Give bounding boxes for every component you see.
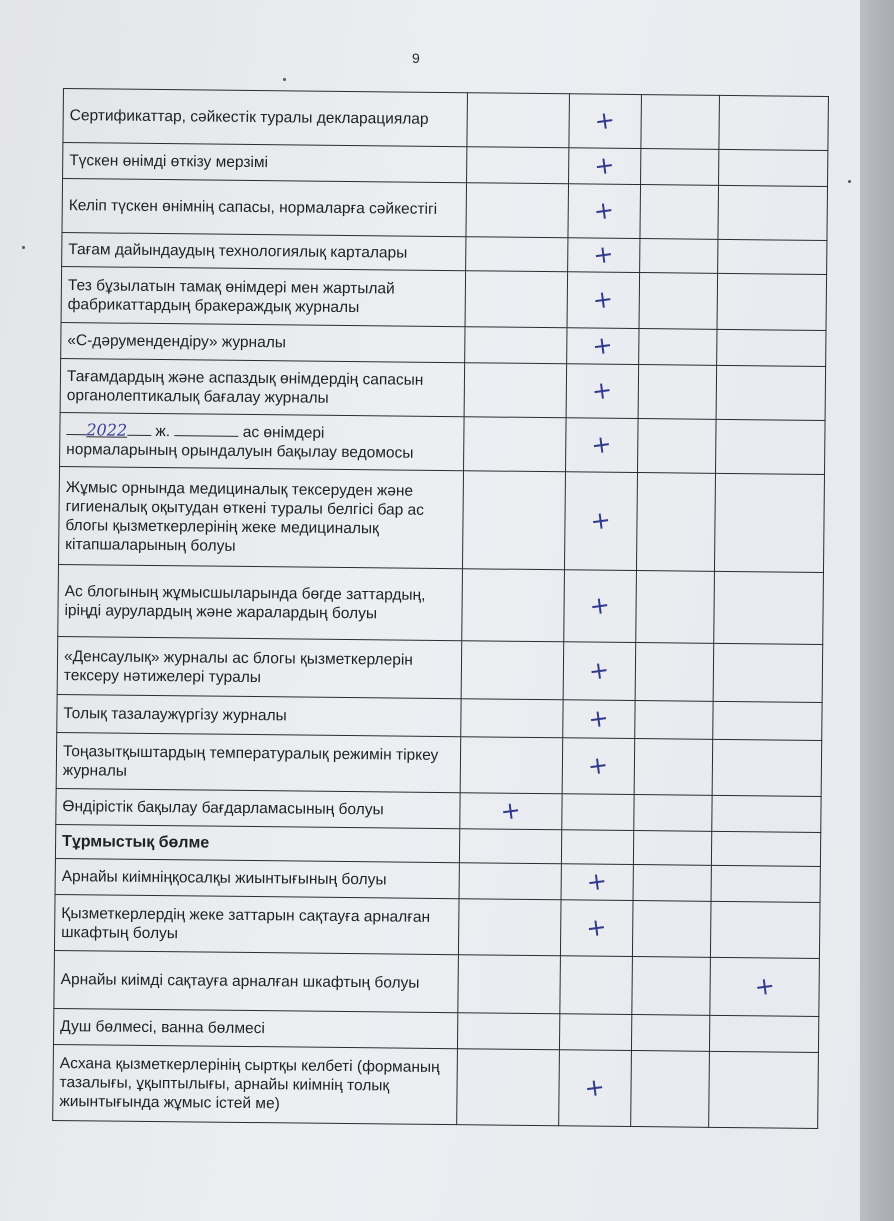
mark-cell-1 <box>467 147 569 184</box>
mark-cell-4 <box>718 185 828 240</box>
mark-cell-2 <box>569 148 641 185</box>
mark-cell-1 <box>466 237 568 272</box>
mark-cell-3 <box>640 239 718 274</box>
mark-cell-1 <box>465 271 568 328</box>
paper-speck <box>283 78 286 81</box>
mark-cell-1 <box>462 569 565 642</box>
mark-cell-1 <box>467 93 570 148</box>
mark-cell-2 <box>566 418 639 473</box>
mark-cell-4 <box>710 957 820 1016</box>
mark-cell-3 <box>633 831 711 866</box>
row-label: Тағамдардың және аспаздық өнімдердің сапасын органолептикалық бағалау журналы <box>60 358 465 416</box>
mark-cell-1 <box>461 641 564 700</box>
check-mark: + <box>586 750 611 781</box>
paper-speck <box>848 180 851 183</box>
row-label: «С-дәрумендендіру» журналы <box>61 322 465 362</box>
mark-cell-2 <box>568 238 640 273</box>
page-number: 9 <box>412 50 420 66</box>
row-label: Ас блогының жұмысшыларында бөгде заттардың, іріңді аурулардың және жаралардың болуы <box>58 564 463 640</box>
mark-cell-2 <box>566 364 639 419</box>
mark-cell-3 <box>636 473 715 572</box>
mark-cell-4 <box>710 901 820 958</box>
mark-cell-2 <box>560 956 633 1015</box>
check-mark: + <box>591 330 615 361</box>
mark-cell-3 <box>632 901 711 958</box>
checklist-table-body <box>53 89 829 1129</box>
mark-cell-3 <box>635 701 713 740</box>
row-label: Түскен өнімді өткізу мерзімі <box>63 143 467 183</box>
table-row <box>61 266 827 330</box>
mark-cell-4 <box>709 1051 819 1128</box>
mark-cell-1 <box>459 863 561 900</box>
check-mark: + <box>583 1072 607 1103</box>
mark-cell-2 <box>561 830 633 865</box>
mark-cell-3 <box>634 795 712 832</box>
row-label: Сертификаттар, сәйкестік туралы декларациялар <box>63 89 468 147</box>
mark-cell-4 <box>713 701 822 740</box>
mark-cell-4 <box>719 149 828 186</box>
mark-cell-3 <box>641 149 719 186</box>
mark-cell-3 <box>641 95 720 150</box>
mark-cell-2 <box>561 864 633 901</box>
mark-cell-3 <box>631 1051 710 1128</box>
mark-cell-3 <box>639 273 718 330</box>
mark-cell-2 <box>563 700 635 739</box>
check-mark: + <box>584 912 609 943</box>
row-label: Қызметкерлердің жеке заттарын сақтауға арналған шкафтың болуы <box>54 894 459 954</box>
mark-cell-3 <box>633 865 711 902</box>
check-mark: + <box>589 505 613 536</box>
check-mark: + <box>752 971 777 1002</box>
mark-cell-3 <box>638 419 717 474</box>
check-mark: + <box>592 195 617 226</box>
mark-cell-2 <box>559 1050 632 1127</box>
mark-cell-2 <box>560 900 633 957</box>
label-part: ас өнімдері <box>242 423 325 442</box>
mark-cell-1 <box>464 417 567 472</box>
label-part: ж. <box>155 422 171 441</box>
mark-cell-1 <box>457 1049 560 1126</box>
mark-cell-4 <box>714 473 824 572</box>
checklist-table <box>52 88 829 1129</box>
mark-cell-4 <box>716 365 826 420</box>
row-label: Өндірістік бақылау бағдарламасының болуы <box>56 788 460 828</box>
table-row <box>62 179 828 241</box>
mark-cell-1 <box>461 699 563 738</box>
row-label: Келіп түскен өнімнің сапасы, нормаларға сәйкестігі <box>62 179 467 237</box>
check-mark: + <box>585 866 609 897</box>
mark-cell-1 <box>460 737 563 794</box>
check-mark: + <box>590 429 614 460</box>
check-mark: + <box>593 105 617 136</box>
mark-cell-2 <box>563 642 636 701</box>
mark-cell-3 <box>638 365 717 420</box>
mark-cell-2 <box>568 184 641 239</box>
table-row <box>63 89 829 151</box>
check-mark: + <box>591 284 616 315</box>
row-label: Тез бұзылатын тамақ өнімдері мен жартылай фабрикаттардың бракераждық журналы <box>61 266 466 326</box>
table-row <box>54 950 820 1016</box>
mark-cell-1 <box>459 829 561 864</box>
mark-cell-4 <box>717 273 827 330</box>
mark-cell-2 <box>569 94 642 149</box>
mark-cell-4 <box>711 831 820 866</box>
table-row <box>54 894 820 958</box>
row-label: Арнайы киімді сақтауға арналған шкафтың болуы <box>54 950 459 1012</box>
mark-cell-4 <box>713 643 823 702</box>
row-label: Асхана қызметкерлерінің сыртқы келбеті (форманың тазалығы, ұқыптылығы, арнайы киімнің толық жиынтығында жұмыс істей ме) <box>53 1044 458 1124</box>
mark-cell-3 <box>631 1015 709 1052</box>
mark-cell-4 <box>712 739 822 796</box>
mark-cell-1 <box>458 899 561 956</box>
handwritten-year: 2022 <box>86 420 128 440</box>
mark-cell-1 <box>464 363 567 418</box>
mark-cell-2 <box>564 472 637 571</box>
mark-cell-2 <box>562 794 634 831</box>
row-label: Душ бөлмесі, ванна бөлмесі <box>53 1008 457 1048</box>
blank-line <box>127 421 151 436</box>
row-label: Толық тазалаужүргізу журналы <box>57 694 461 736</box>
mark-cell-4 <box>711 865 820 902</box>
mark-cell-3 <box>634 739 713 796</box>
mark-cell-4 <box>717 329 826 366</box>
mark-cell-2 <box>567 272 640 329</box>
check-mark: + <box>499 795 523 826</box>
table-row <box>59 466 825 572</box>
check-mark: + <box>587 703 611 734</box>
mark-cell-2 <box>559 1014 631 1051</box>
row-label: «Денсаулық» журналы ас блогы қызметкерлерін тексеру нәтижелері туралы <box>57 636 462 698</box>
table-row <box>58 564 824 644</box>
mark-cell-2 <box>562 738 635 795</box>
section-title: Тұрмыстық бөлме <box>55 824 459 862</box>
check-mark: + <box>588 590 612 621</box>
check-mark: + <box>587 655 612 686</box>
row-label: Арнайы киімніңқосалқы жиынтығының болуы <box>55 858 459 898</box>
blank-line <box>66 420 86 435</box>
blank-line <box>174 421 238 437</box>
mark-cell-1 <box>460 793 562 830</box>
table-row <box>57 636 823 702</box>
row-label: Тоңазытқыштардың температуралық режимін тіркеу журналы <box>56 732 461 792</box>
check-mark: + <box>592 150 617 181</box>
table-row <box>56 732 822 796</box>
mark-cell-4 <box>718 239 827 274</box>
label-part: нормаларының орындалуын бақылау ведомосы <box>66 441 414 462</box>
row-label: Тағам дайындаудың технологиялық карталары <box>62 232 466 270</box>
table-row <box>60 358 826 420</box>
mark-cell-4 <box>714 571 824 644</box>
mark-cell-1 <box>466 183 569 238</box>
paper-speck <box>22 246 25 249</box>
mark-cell-3 <box>640 185 719 240</box>
mark-cell-3 <box>632 957 711 1016</box>
mark-cell-1 <box>462 471 565 570</box>
mark-cell-1 <box>465 327 567 364</box>
mark-cell-1 <box>457 1013 559 1050</box>
mark-cell-3 <box>636 571 715 644</box>
row-label-ration-statement <box>60 412 465 470</box>
check-mark: + <box>590 375 615 406</box>
mark-cell-3 <box>639 329 717 366</box>
mark-cell-4 <box>719 95 829 150</box>
row-label: Жұмыс орнында медициналық тексеруден және гигиеналық оқытудан өткені туралы белгісі бар ас блогы қызметкерлерінің жеке медициналық кітапшаларының болуы <box>59 466 464 568</box>
check-mark: + <box>592 239 616 270</box>
table-row <box>60 412 826 474</box>
mark-cell-1 <box>458 955 561 1014</box>
mark-cell-3 <box>635 643 714 702</box>
mark-cell-2 <box>567 328 639 365</box>
page-edge-shadow <box>860 0 894 1221</box>
mark-cell-4 <box>712 795 821 832</box>
mark-cell-2 <box>564 570 637 643</box>
table-row <box>53 1044 819 1128</box>
mark-cell-4 <box>716 419 826 474</box>
mark-cell-4 <box>709 1015 818 1052</box>
